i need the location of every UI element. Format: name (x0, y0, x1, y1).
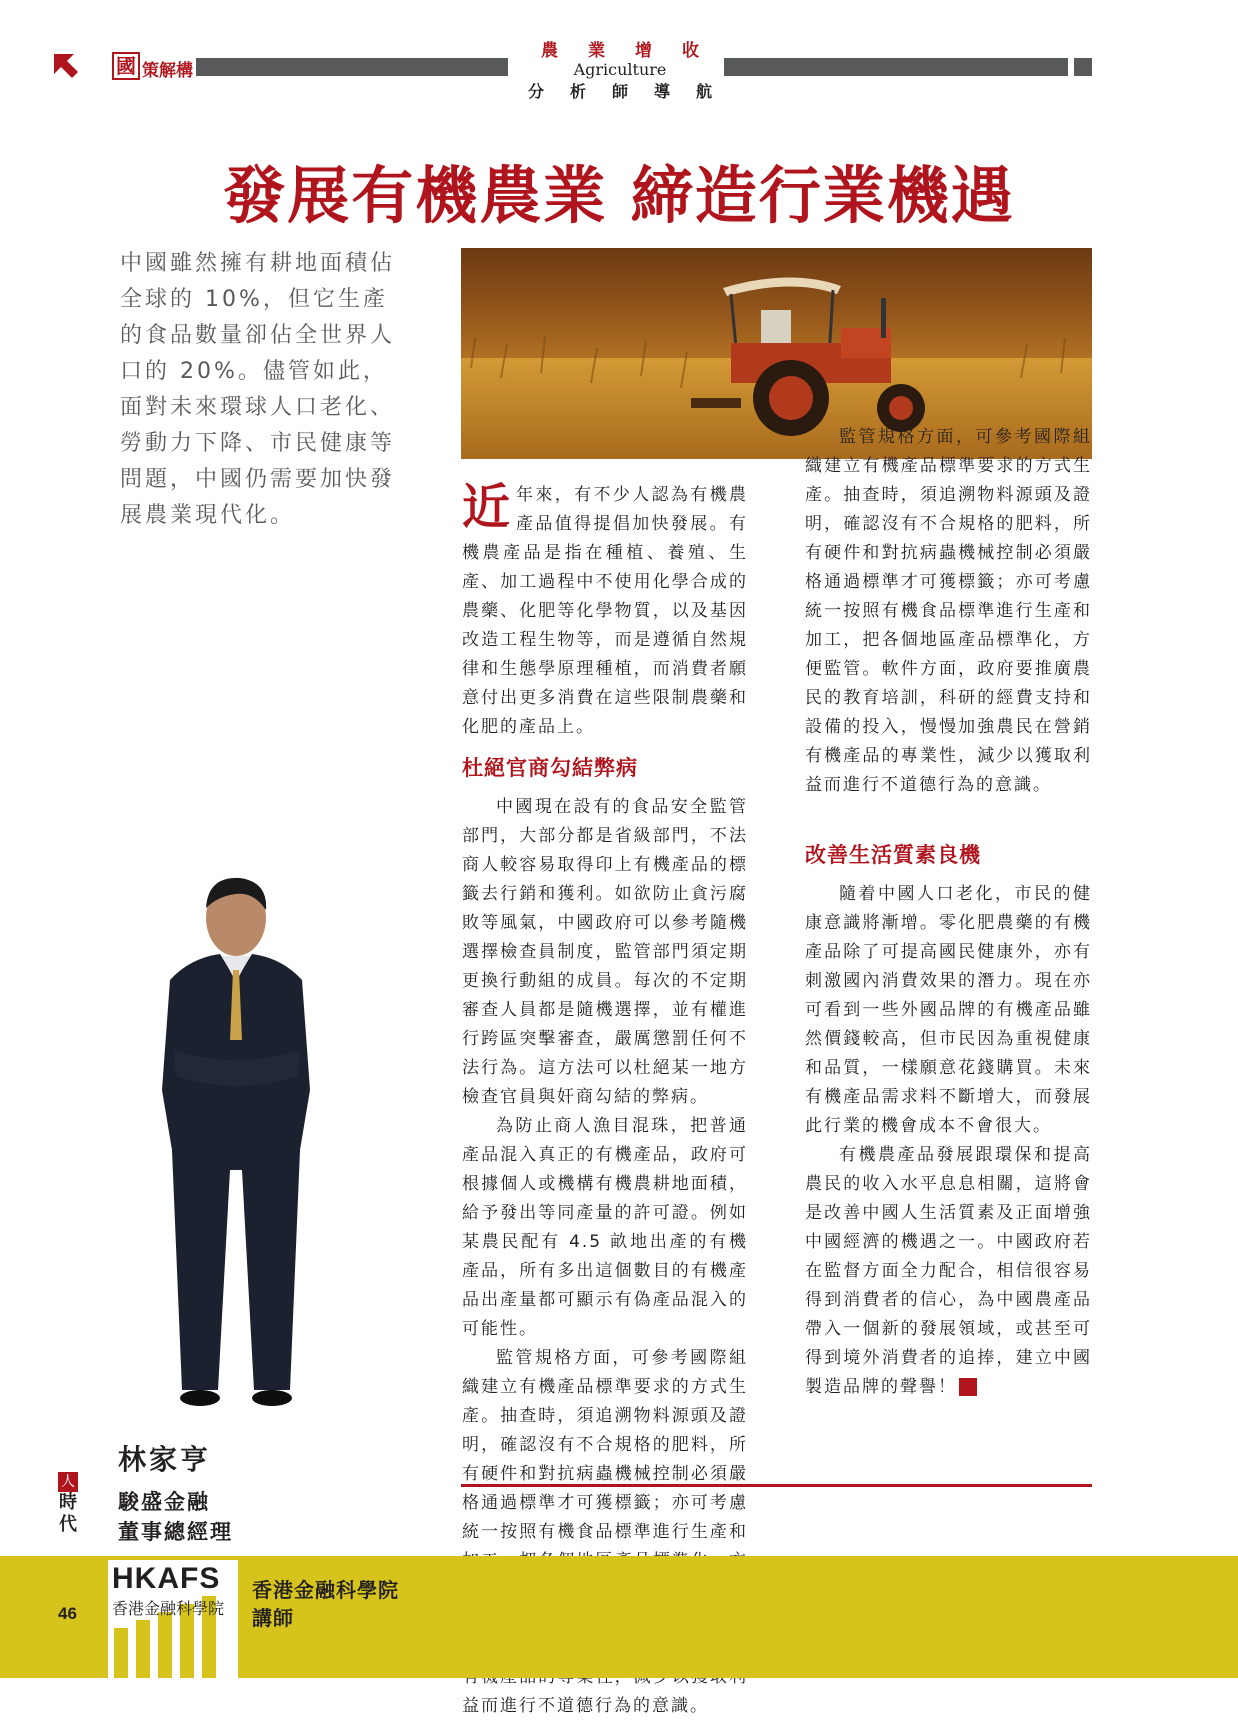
footer-role: 講師 (252, 1606, 294, 1630)
author-name: 林家亨 (118, 1443, 212, 1476)
corner-arrow-icon (52, 52, 80, 80)
category-zh: 農業增收 (541, 41, 729, 61)
paragraph-6: 有機農產品發展跟環保和提高農民的收入水平息息相關，這將會是改善中國人生活質素及正面增強中國經濟的機遇之一。中國政府若在監督方面全力配合，相信很容易得到消費者的信心，為中國農產品帶入一個新的發展領域，或甚至可得到境外消費者的追捧，建立中國製造品牌的聲譽！ (805, 1145, 1092, 1397)
subheading-1: 杜絕官商勾結弊病 (462, 756, 638, 780)
logo-subtitle: 香港金融科學院 (112, 1599, 225, 1618)
paragraph-5: 隨着中國人口老化，市民的健康意識將漸增。零化肥農藥的有機產品除了可提高國民健康外，亦有刺激國內消費效果的潛力。現在亦可看到一些外國品牌的有機產品雖然價錢較高，但市民因為重視健康和品質，一樣願意花錢購買。未來有機產品需求料不斷增大，而發展此行業的機會成本不會很大。 (805, 884, 1092, 1136)
subheading-2: 改善生活質素良機 (805, 843, 981, 867)
article-column-2 (805, 427, 1092, 1402)
side-mark-logo: 人 (58, 1472, 78, 1492)
end-mark-icon: 人 (959, 1378, 977, 1396)
paragraph-3: 為防止商人漁目混珠，把普通產品混入真正的有機產品，政府可根據個人或機構有機農耕地面積，給予發出等同產量的許可證。例如某農民配有 4.5 畝地出產的有機產品，所有多出這個數目的有機產品出產量都可顯示有偽產品混入的可能性。 (462, 1116, 748, 1339)
column-end-rule (461, 1484, 1092, 1487)
page-number: 46 (58, 1604, 77, 1623)
header-bar-right (724, 58, 1068, 76)
column-name: 分析師導航 (527, 82, 738, 101)
section-label: 策解構 (142, 61, 193, 81)
paragraph-4-continued (805, 427, 1092, 829)
category-en: Agriculture (573, 60, 667, 79)
header-bar-end (1074, 58, 1092, 76)
paragraph-1: 年來，有不少人認為有機農產品值得提倡加快發展。有機農產品是指在種植、養殖、生產、加工過程中不使用化學合成的農藥、化肥等化學物質，以及基因改造工程生物等，而是遵循自然規律和生態學原理種植，而消費者願意付出更多消費在這些限制農藥和化肥的產品上。 (462, 485, 748, 737)
drop-cap: 近 (462, 479, 513, 535)
side-mark-line1: 時 (59, 1492, 77, 1513)
logo-wordmark: HKAFS (112, 1562, 221, 1595)
magazine-side-mark (58, 1472, 78, 1536)
header-bar-left (196, 58, 508, 76)
author-company: 駿盛金融 (118, 1490, 210, 1514)
category-block (518, 36, 738, 101)
paragraph-2: 中國現在設有的食品安全監管部門，大部分都是省級部門，不法商人較容易取得印上有機產品的標籤去行銷和獲利。如欲防止貪污腐敗等風氣，中國政府可以參考隨機選擇檢查員制度，監管部門須定期更換行動組的成員。每次的不定期審查人員都是隨機選擇，並有權進行跨區突擊審查，嚴厲懲罰任何不法行為。這方法可以杜絕某一地方檢查官員與奸商勾結的弊病。 (462, 797, 748, 1107)
author-photo (150, 870, 322, 1408)
author-company-block (118, 1487, 233, 1547)
author-role: 董事總經理 (118, 1520, 233, 1544)
footer-org: 香港金融科學院 (252, 1578, 399, 1602)
article-column-1 (462, 479, 748, 1716)
footer-org-block (252, 1576, 399, 1632)
paragraph-4-cont-text: 監管規格方面，可參考國際組織建立有機產品標準要求的方式生產。抽查時，須追溯物料源頭及證明，確認沒有不合規格的肥料，所有硬件和對抗病蟲機械控制必須嚴格通過標準才可獲標籤；亦可考慮統一按照有機食品標準進行生產和加工，把各個地區產品標準化，方便監管。軟件方面，政府要推廣農民的教育培訓，科研的經費支持和設備的投入，慢慢加強農民在營銷有機產品的專業性，減少以獲取利益而進行不道德行為的意識。 (805, 427, 1092, 795)
article-intro: 中國雖然擁有耕地面積佔全球的 10%，但它生產的食品數量卻佔全世界人口的 20%。儘管如此，面對未來環球人口老化、勞動力下降、市民健康等問題，中國仍需要加快發展農業現代化。 (120, 251, 396, 528)
article-title: 發展有機農業 締造行業機遇 (223, 159, 1015, 232)
section-badge: 國 (112, 52, 140, 80)
paragraph-4: 監管規格方面，可參考國際組織建立有機產品標準要求的方式生產。抽查時，須追溯物料源頭及證明，確認沒有不合規格的肥料，所有硬件和對抗病蟲機械控制必須嚴格通過標準才可獲標籤；亦可考慮統一按照有機食品標準進行生產和 益而進行不道德行為的意識。 (462, 1348, 748, 1716)
side-mark-line2: 代 (59, 1514, 77, 1535)
